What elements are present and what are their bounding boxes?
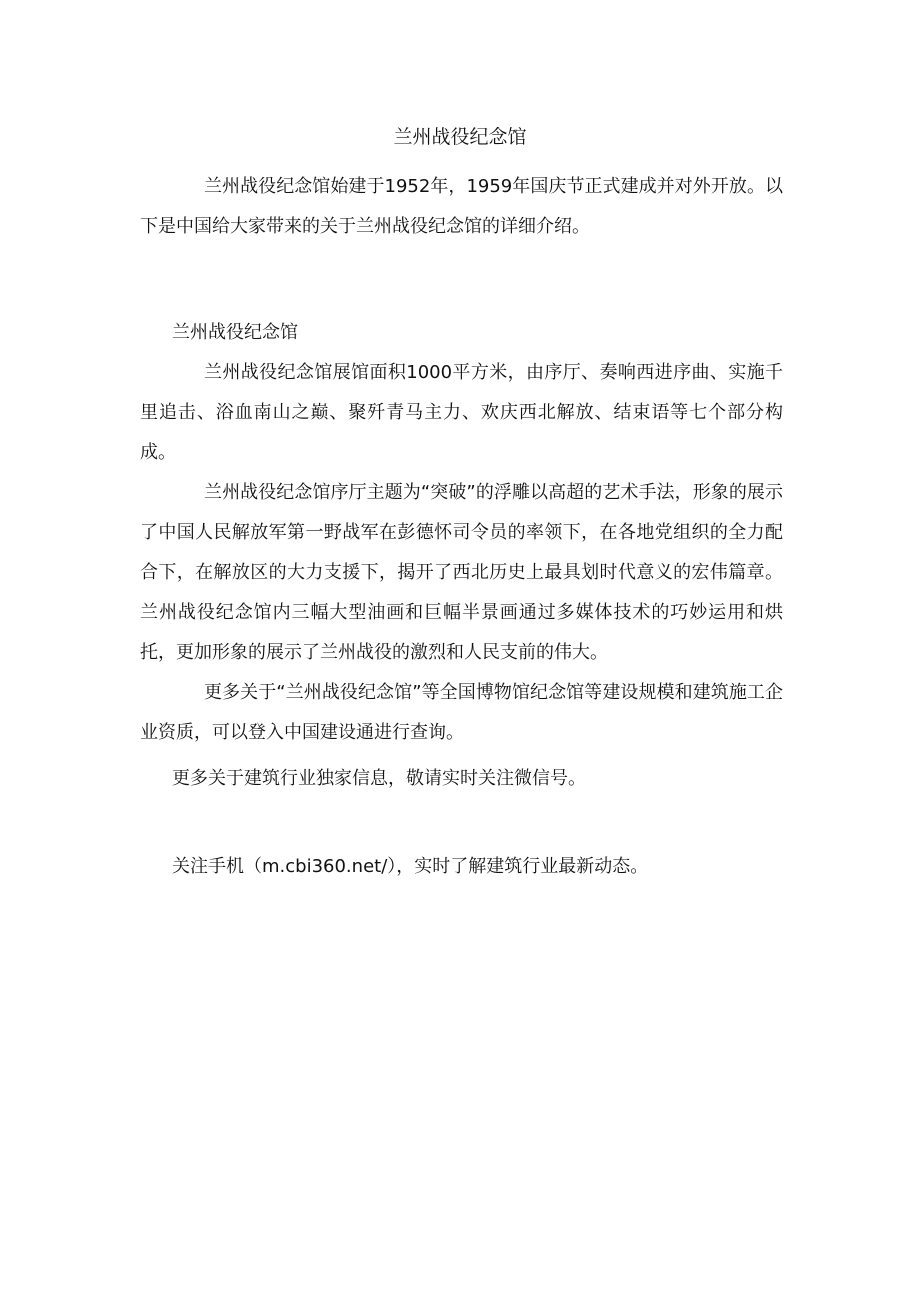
spacer [140, 247, 783, 313]
spacer [140, 799, 783, 847]
body-paragraph-3: 更多关于“兰州战役纪念馆”等全国博物馆纪念馆等建设规模和建筑施工企业资质，可以登入中国建设通进行查询。 [140, 682, 783, 743]
section-heading: 兰州战役纪念馆 [172, 322, 298, 343]
wechat-note: 更多关于建筑行业独家信息，敬请实时关注微信号。 [172, 768, 586, 789]
body-paragraph-2: 兰州战役纪念馆序厅主题为“突破”的浮雕以高超的艺术手法，形象的展示了中国人民解放军第一野战军在彭德怀司令员的率领下，在各地党组织的全力配合下，在解放区的大力支援下，揭开了西北历史上最具划时代意义的宏伟篇章。兰州战役纪念馆内三幅大型油画和巨幅半景画通过多媒体技术的巧妙运用和烘托，更加形象的展示了兰州战役的激烈和人民支前的伟大。 [140, 482, 783, 663]
mobile-note: 关注手机（m.cbi360.net/），实时了解建筑行业最新动态。 [172, 856, 649, 877]
intro-paragraph: 兰州战役纪念馆始建于1952年，1959年国庆节正式建成并对外开放。以下是中国给大家带来的关于兰州战役纪念馆的详细介绍。 [140, 176, 783, 237]
document-body [140, 167, 783, 887]
document-title: 兰州战役纪念馆 [393, 126, 527, 148]
body-paragraph-1: 兰州战役纪念馆展馆面积1000平方米，由序厅、奏响西进序曲、实施千里追击、浴血南山之巅、聚歼青马主力、欢庆西北解放、结束语等七个部分构成。 [140, 362, 783, 463]
